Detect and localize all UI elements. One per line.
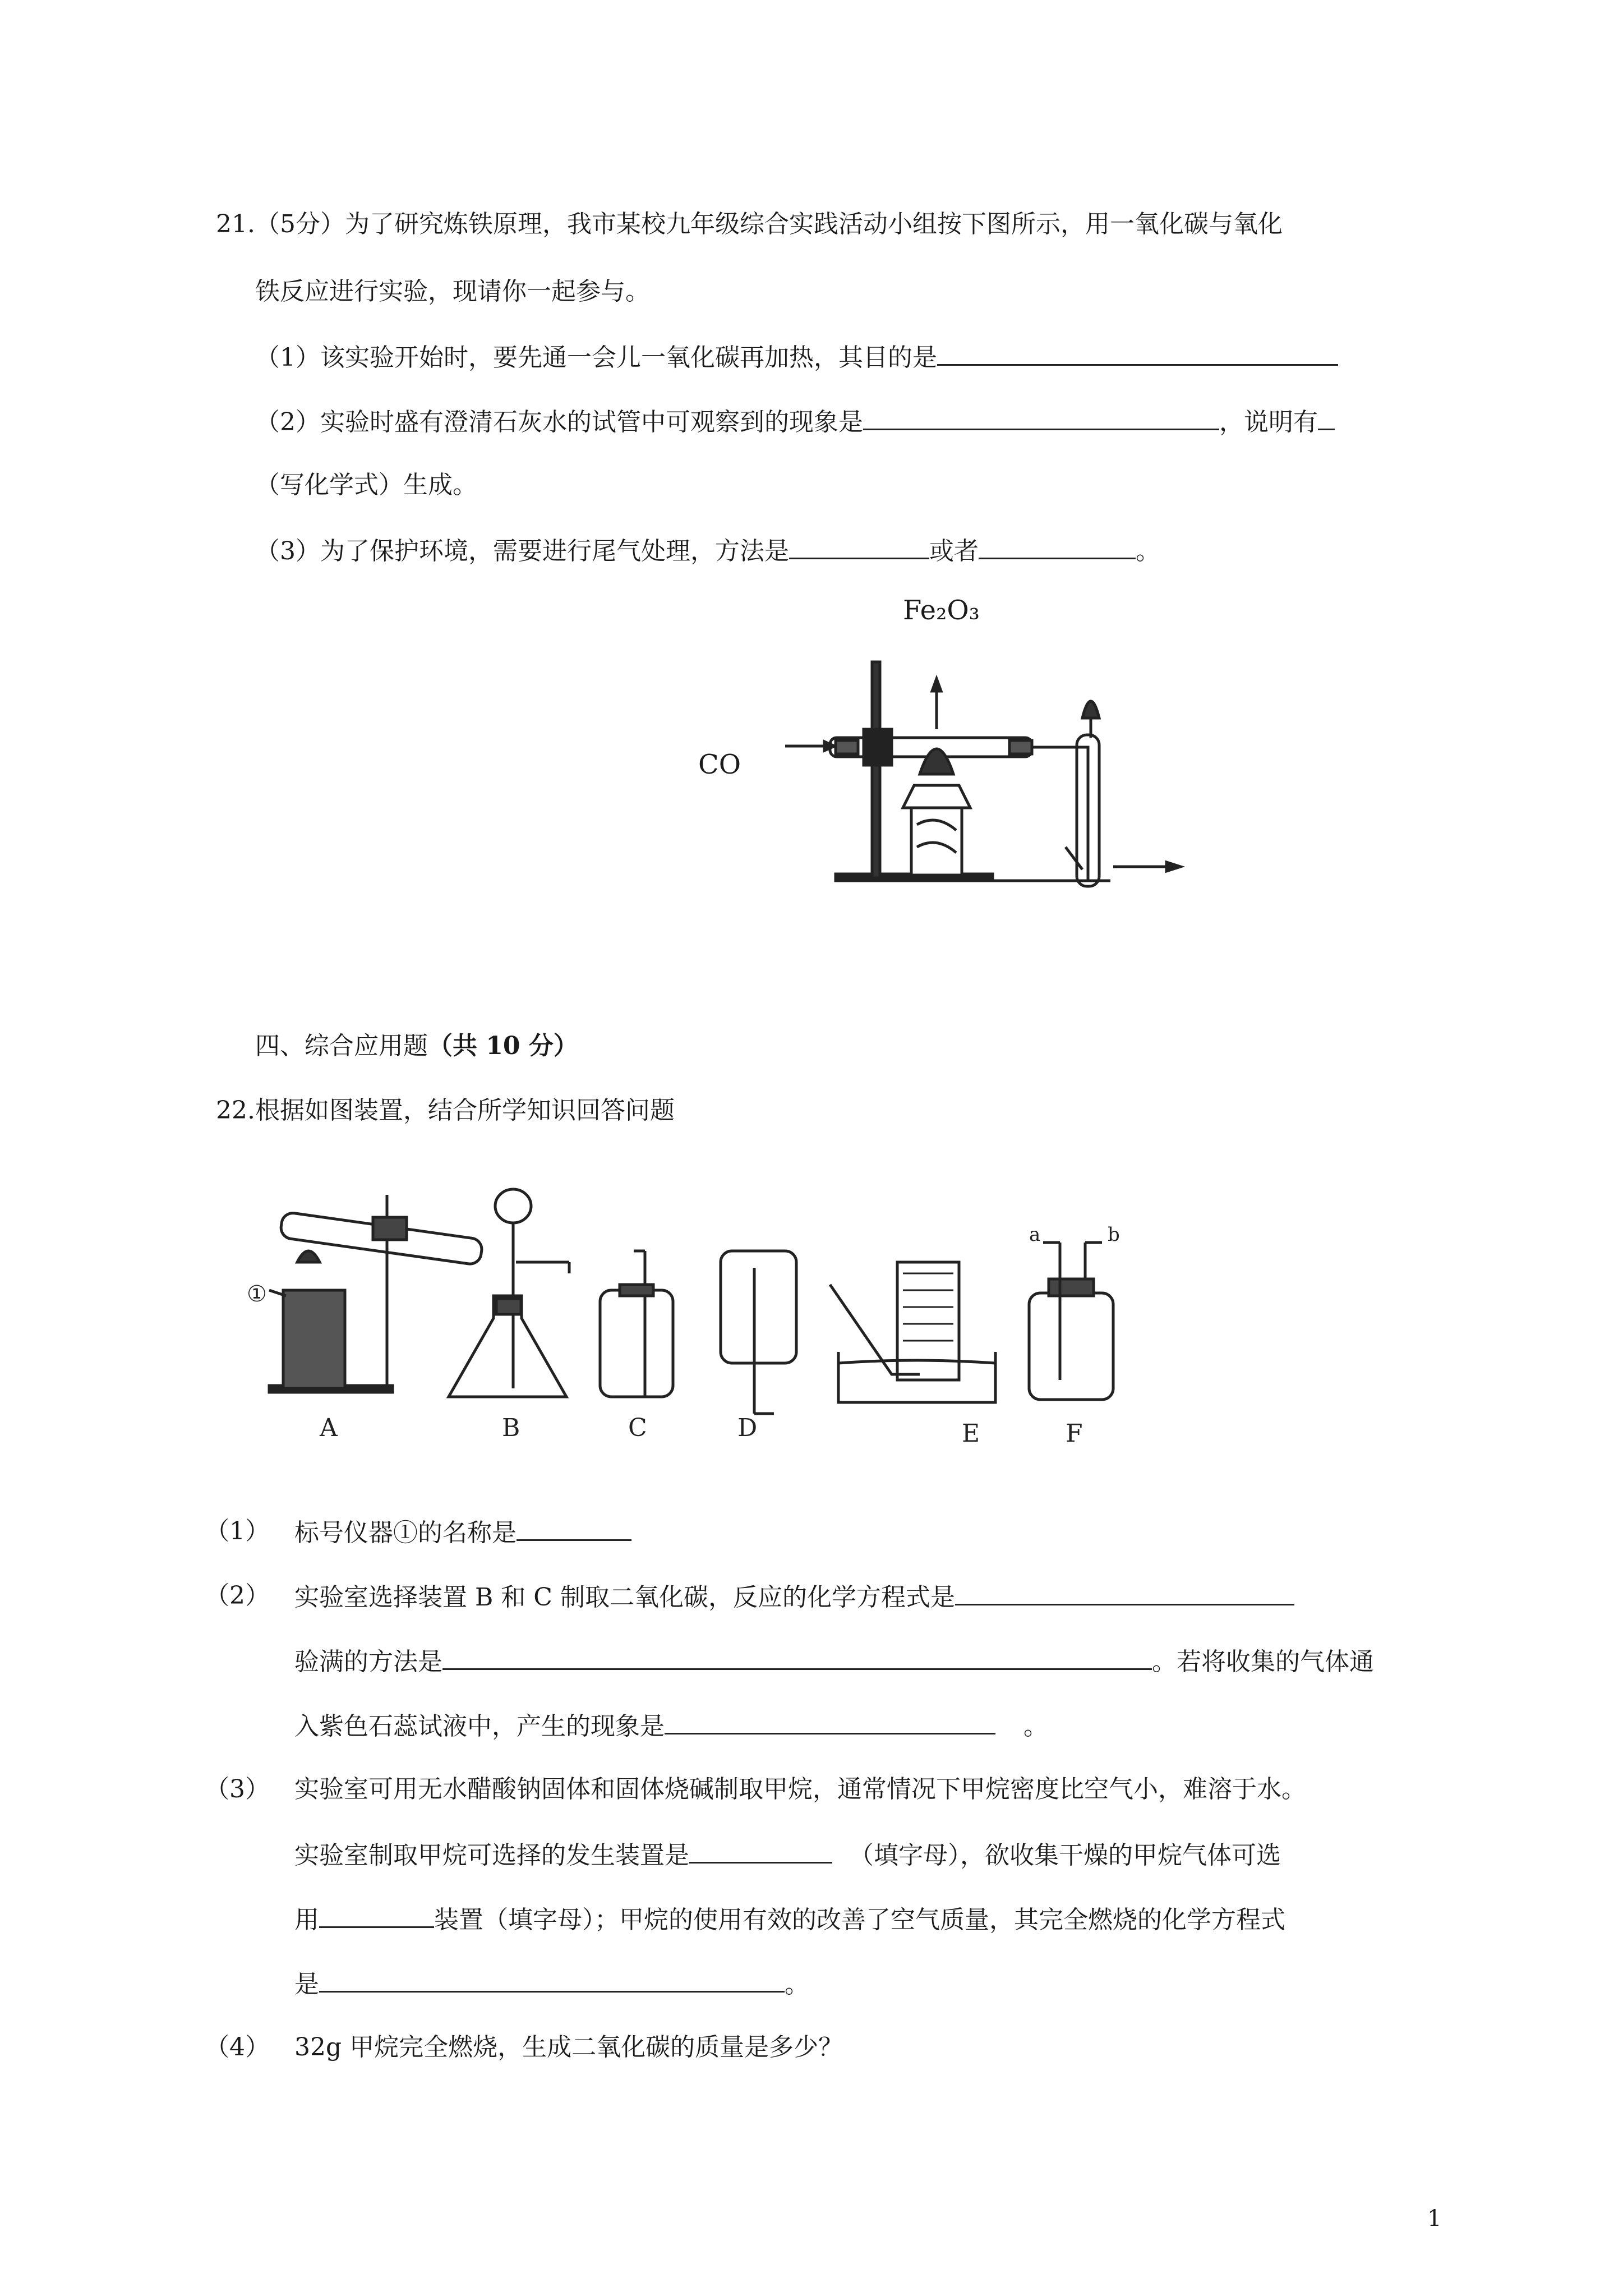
q22-p3-l2b: （填字母），欲收集干燥的甲烷气体可选: [849, 1841, 1281, 1870]
lab-apparatus-figure: [247, 1178, 1200, 1470]
fig-label-a: A: [320, 1414, 338, 1442]
q22-p3-l4b: 。: [785, 1970, 809, 1999]
funnel-bulb: [495, 1189, 531, 1223]
bottle-d: [721, 1251, 796, 1363]
alcohol-lamp-a: [283, 1290, 345, 1388]
q21-line2: 铁反应进行实验，现请你一起参与。: [255, 277, 650, 306]
bottle-c: [600, 1290, 673, 1397]
fig-label-b: B: [502, 1414, 520, 1442]
q22-p3-num: （3）: [205, 1775, 270, 1803]
answer-blank[interactable]: [319, 1966, 785, 1993]
fig-label-a-port: a: [1029, 1223, 1041, 1246]
q22-p3-line3: [294, 1902, 1285, 1937]
section4-heading: [255, 1029, 578, 1063]
answer-blank[interactable]: [1318, 404, 1335, 430]
q21-sub3-text-a: （3）为了保护环境，需要进行尾气处理，方法是: [255, 537, 789, 565]
answer-blank[interactable]: [689, 1837, 832, 1864]
fig-label-b-port: b: [1108, 1223, 1120, 1246]
q22-p2-l3b: 。: [1023, 1712, 1048, 1741]
q22-title: 22.根据如图装置，结合所学知识回答问题: [216, 1096, 675, 1125]
fe2o3-label: Fe₂O₃: [903, 595, 980, 626]
q21-sub1: [255, 339, 1338, 375]
section4-heading-a: 四、综合应用题: [255, 1032, 428, 1060]
q22-p2-l2a: 验满的方法是: [294, 1648, 442, 1676]
co-label: CO: [698, 749, 741, 780]
q22-p3-l2a: 实验室制取甲烷可选择的发生装置是: [294, 1841, 689, 1870]
q22-p1-num: （1）: [205, 1517, 270, 1545]
q21-sub2: [255, 404, 1335, 439]
answer-blank[interactable]: [955, 1579, 1294, 1605]
page-number: 1: [1427, 2206, 1442, 2231]
q22-p1-text: 标号仪器①的名称是: [294, 1519, 517, 1547]
fig-label-d: D: [737, 1414, 758, 1442]
q22-p2-line3: [294, 1708, 1048, 1743]
iron-smelting-apparatus: [785, 645, 1189, 892]
q21-sub3: [255, 533, 1160, 568]
answer-blank[interactable]: [517, 1515, 631, 1541]
answer-blank[interactable]: [789, 533, 929, 559]
q22-p2-line2: [294, 1644, 1374, 1679]
q21-sub3-text-b: 或者: [929, 537, 979, 565]
tail-gas-flame: [1082, 701, 1099, 718]
q22-p3-line1: 实验室可用无水醋酸钠固体和固体烧碱制取甲烷，通常情况下甲烷密度比空气小，难溶于水。: [294, 1775, 1306, 1803]
answer-blank[interactable]: [319, 1902, 434, 1928]
q22-p3-line4: [294, 1966, 809, 2001]
q21-sub2-text-b: ，说明有: [1219, 408, 1318, 436]
clamp: [864, 729, 892, 765]
answer-blank[interactable]: [863, 404, 1219, 430]
q22-p2-l2b: 。若将收集的气体通: [1152, 1648, 1374, 1676]
q22-p4-text: 32g 甲烷完全燃烧，生成二氧化碳的质量是多少？: [294, 2033, 843, 2062]
gas-jar-e: [897, 1262, 959, 1380]
outlet-tube: [1032, 747, 1088, 881]
q22-p3-l3b: 装置（填字母）；甲烷的使用有效的改善了空气质量，其完全燃烧的化学方程式: [434, 1906, 1285, 1934]
q21-sub1-text: （1）该实验开始时，要先通一会儿一氧化碳再加热，其目的是: [255, 343, 937, 372]
answer-blank[interactable]: [979, 533, 1136, 559]
answer-blank[interactable]: [937, 339, 1338, 366]
q22-p1: [294, 1515, 631, 1550]
fig-label-f: F: [1066, 1419, 1083, 1448]
fig-label-e: E: [962, 1419, 980, 1448]
section4-heading-b: （共 10 分）: [428, 1032, 578, 1060]
q22-p3-l3a: 用: [294, 1906, 319, 1934]
q21-sub2-c: （写化学式）生成。: [255, 471, 477, 499]
fig-mark-1: ①: [247, 1281, 267, 1307]
q22-p2-line1: [294, 1579, 1294, 1614]
q21-line1: 21.（5分）为了研究炼铁原理，我市某校九年级综合实践活动小组按下图所示，用一氧化碳与氧化: [216, 210, 1283, 238]
q22-p3-l4a: 是: [294, 1970, 319, 1999]
q22-p2-num: （2）: [205, 1581, 270, 1610]
q22-p3-line2: [294, 1837, 1281, 1872]
q21-sub2-text-a: （2）实验时盛有澄清石灰水的试管中可观察到的现象是: [255, 408, 863, 436]
answer-blank[interactable]: [442, 1644, 1152, 1670]
q21-sub3-text-c: 。: [1136, 537, 1160, 565]
bottle-f: [1029, 1293, 1113, 1400]
q22-p2-text: 实验室选择装置 B 和 C 制取二氧化碳，反应的化学方程式是: [294, 1583, 955, 1612]
q22-p2-l3a: 入紫色石蕊试液中，产生的现象是: [294, 1712, 665, 1741]
q22-p4-num: （4）: [205, 2033, 270, 2062]
fig-label-c: C: [628, 1414, 647, 1442]
stand-rod: [872, 662, 880, 878]
answer-blank[interactable]: [665, 1708, 995, 1734]
flame: [920, 749, 953, 774]
